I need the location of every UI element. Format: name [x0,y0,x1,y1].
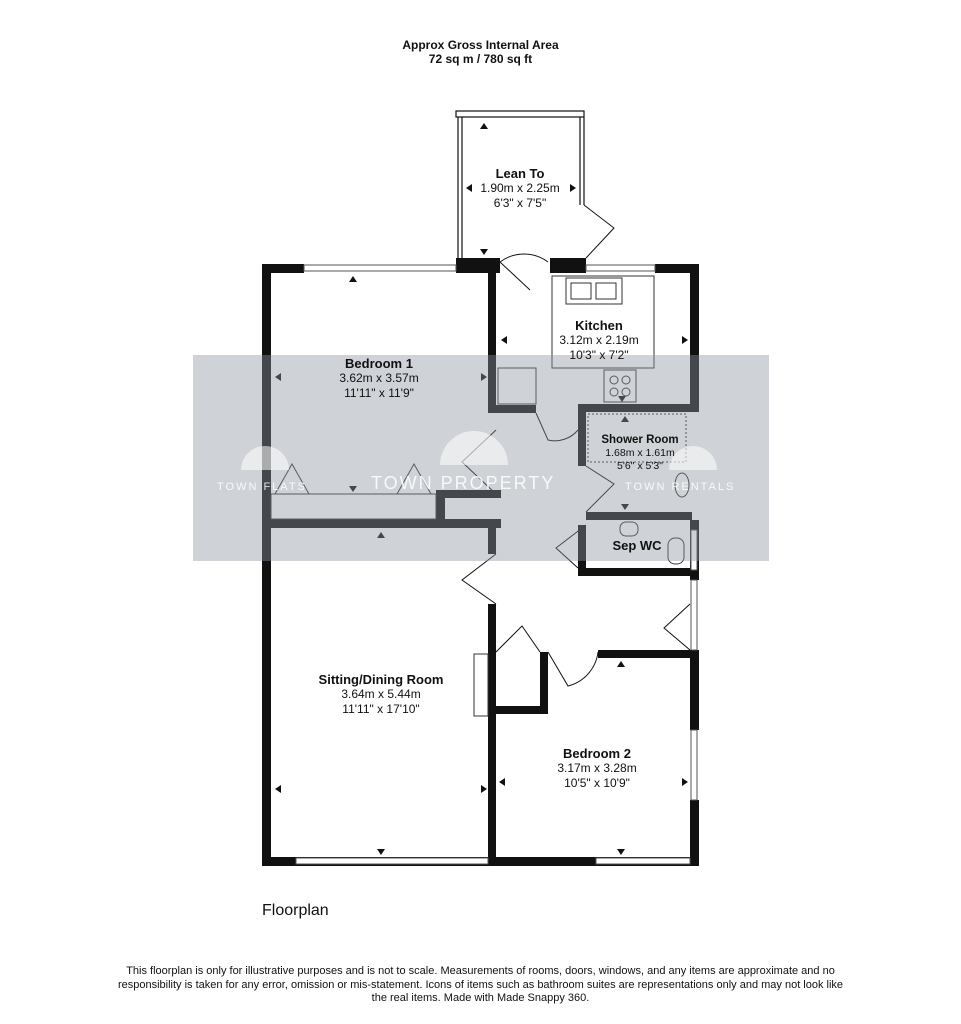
room-metric: 3.64m x 5.44m [341,687,421,701]
area-title: Approx Gross Internal Area [402,38,559,52]
room-metric: 1.90m x 2.25m [480,181,560,195]
radiator [474,654,488,716]
room-name: Kitchen [575,318,623,333]
room-imperial: 10'5" x 10'9" [564,776,630,790]
room-imperial: 11'11" x 11'9" [344,386,414,400]
watermark-right: TOWN RENTALS [625,481,736,493]
plan-caption: Floorplan [262,902,329,919]
room-name: Sep WC [612,538,662,553]
room-name: Lean To [495,166,545,181]
room-name: Bedroom 1 [345,356,413,371]
room-metric: 3.62m x 3.57m [339,371,419,385]
watermark-left: TOWN FLATS [217,481,307,493]
room-lean-to [470,166,570,211]
room-shower [590,434,690,473]
lean-to-top-wall [456,111,584,117]
kitchen-sink [566,278,622,304]
room-bedroom2 [538,746,656,791]
room-name: Bedroom 2 [563,746,631,761]
room-name: Shower Room [601,434,679,446]
area-value: 72 sq m / 780 sq ft [428,52,533,66]
room-imperial: 5'6" x 5'3" [617,460,663,472]
disclaimer-text: This floorplan is only for illustrative purposes and is not to scale. Measurements of rooms, doors, windows, and any items are approximate and no responsibility is taken for any error, omission or mis-statement. Icons of items such as bathroom suites are representations only and may not look like the real items. Made with Made Snappy 360. [117,965,844,1004]
room-metric: 3.17m x 3.28m [557,761,637,775]
room-bedroom1 [314,356,444,401]
room-imperial: 11'11" x 17'10" [342,702,420,716]
room-wc [600,538,674,553]
room-sitting-dining [296,672,466,717]
room-imperial: 10'3" x 7'2" [569,348,629,362]
room-kitchen [540,318,658,363]
room-metric: 1.68m x 1.61m [605,447,675,459]
room-imperial: 6'3" x 7'5" [493,196,547,210]
room-name: Sitting/Dining Room [318,672,444,687]
watermark-center: TOWN PROPERTY [371,473,556,493]
room-metric: 3.12m x 2.19m [559,333,639,347]
